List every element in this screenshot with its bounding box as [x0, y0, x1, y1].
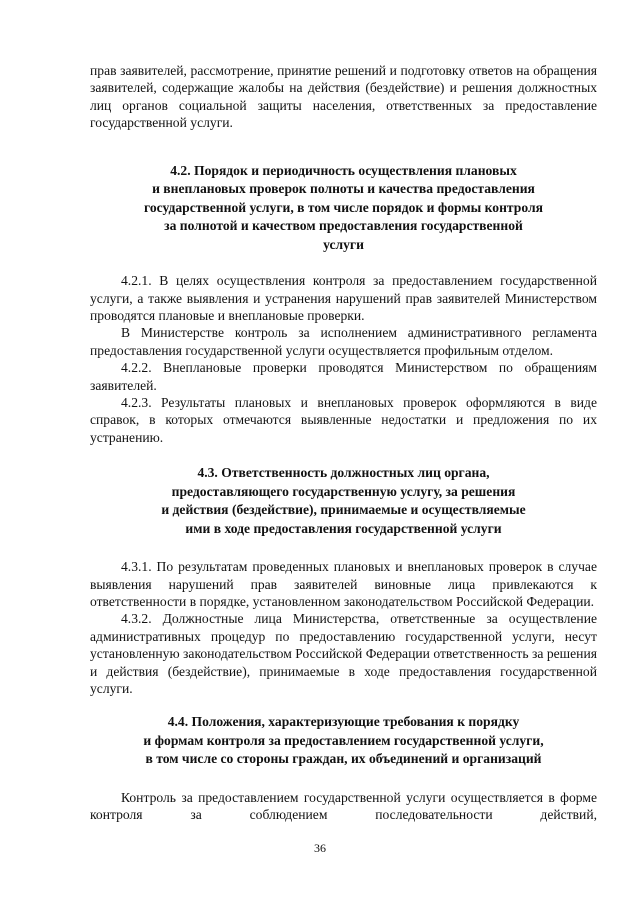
section-4-4-heading-line: 4.4. Положения, характеризующие требования к порядку: [167, 714, 520, 730]
section-4-3-heading-line: предоставляющего государственную услугу, за решения: [171, 483, 516, 499]
document-page: [90, 62, 597, 824]
section-4-3-heading-line: 4.3. Ответственность должностных лиц органа,: [197, 465, 490, 481]
section-4-2-heading-line: за полнотой и качеством предоставления государственной: [164, 218, 523, 234]
section-4-2-heading: [90, 162, 597, 255]
section-4-2-heading-line: услуги: [323, 236, 364, 252]
section-4-2-heading-line: и внеплановых проверок полноты и качества предоставления: [152, 181, 535, 197]
intro-paragraph: прав заявителей, рассмотрение, принятие решений и подготовку ответов на обращения заявителей, содержащие жалобы на действия (бездействие) и решения должностных лиц органов социальной защиты населения, ответственных за предоставление государственной услуги.: [90, 63, 597, 131]
section-4-4-heading-line: в том числе со стороны граждан, их объединений и организаций: [145, 751, 542, 767]
paragraph-4-2-1: 4.2.1. В целях осуществления контроля за предоставлением государственной услуги, а также выявления и устранения нарушений прав заявителей Министерством проводятся плановые и внеплановые проверки.: [90, 273, 597, 323]
paragraph-4-2-2: 4.2.2. Внеплановые проверки проводятся Министерством по обращениям заявителей.: [90, 360, 597, 393]
section-4-3-heading-line: ими в ходе предоставления государственной услуги: [185, 520, 502, 536]
paragraph-4-3-1: 4.3.1. По результатам проведенных плановых и внеплановых проверок в случае выявления нарушений прав заявителей виновные лица привлекаются к ответственности в порядке, установленном законодательством Российской Федерации.: [90, 559, 597, 609]
paragraph-4-3-2: 4.3.2. Должностные лица Министерства, ответственные за осуществление административных процедур по предоставлению государственной услуги, несут установленную законодательством Российской Федерации ответственность за решения и действия (бездействие), принимаемые в ходе предоставления государственной услуги.: [90, 611, 597, 697]
section-4-3-heading-line: и действия (бездействие), принимаемые и осуществляемые: [161, 502, 526, 518]
page-number: 36: [314, 841, 326, 855]
paragraph-4-4-control: Контроль за предоставлением государственной услуги осуществляется в форме контроля за соблюдением последовательности действий,: [90, 789, 597, 823]
paragraph-4-2-3: 4.2.3. Результаты плановых и внеплановых проверок оформляются в виде справок, в которых отмечаются выявленные недостатки и предложения по их устранению.: [90, 394, 597, 445]
section-4-4-heading-line: и формам контроля за предоставлением государственной услуги,: [143, 732, 544, 748]
section-4-2-heading-line: государственной услуги, в том числе порядок и формы контроля: [144, 199, 543, 215]
paragraph-4-2-1-ministry: В Министерстве контроль за исполнением административного регламента предоставления государственной услуги осуществляется профильным отделом.: [90, 325, 597, 358]
section-4-2-heading-line: 4.2. Порядок и периодичность осуществления плановых: [170, 162, 517, 178]
section-4-3-heading: [90, 464, 597, 538]
section-4-4-heading: [90, 713, 597, 769]
